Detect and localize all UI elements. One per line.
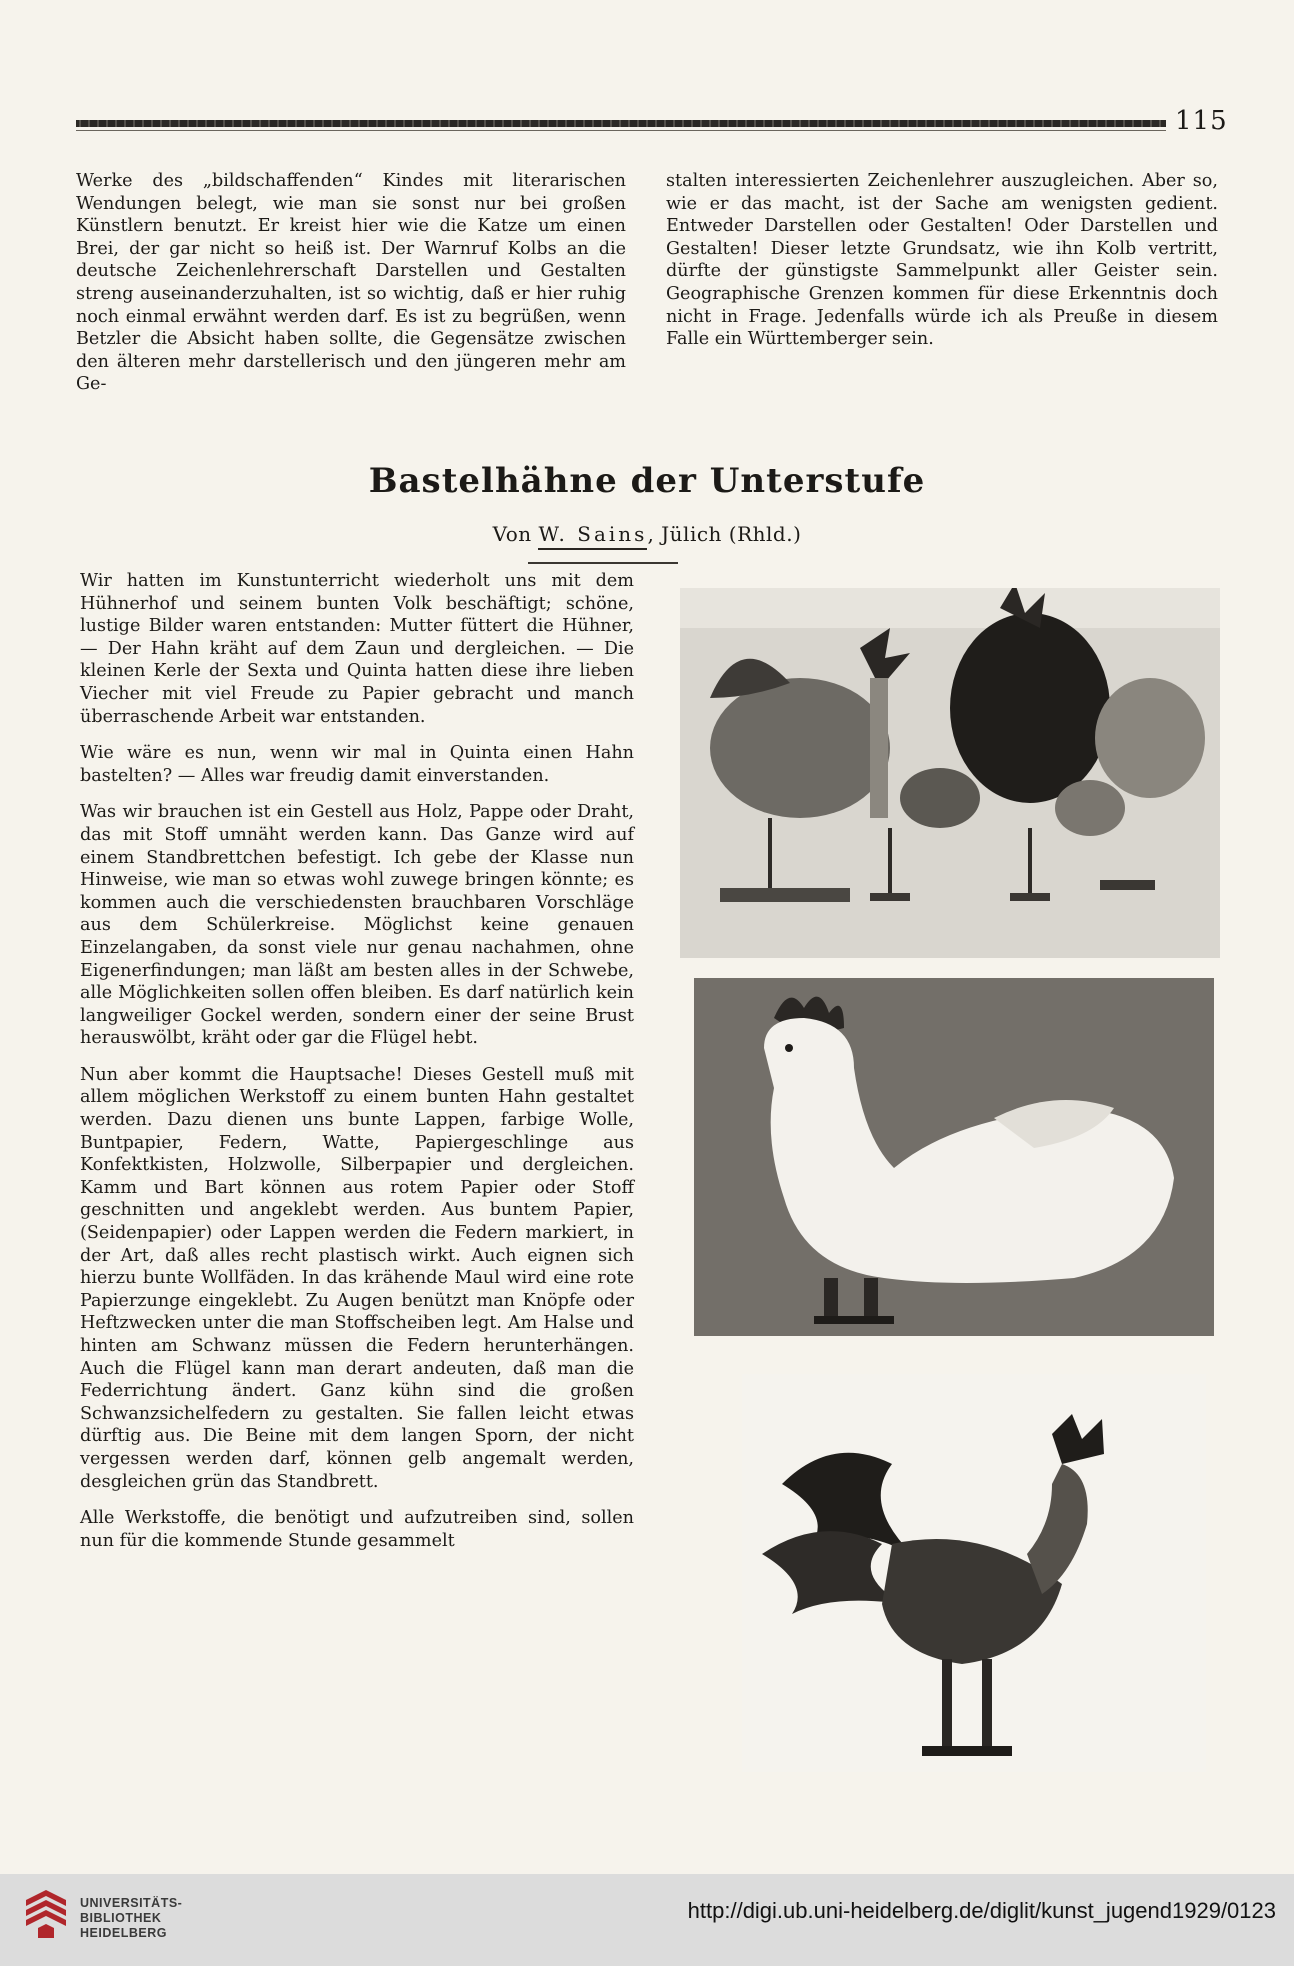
- library-logo-icon: [18, 1886, 74, 1942]
- photo-rooster-group: [680, 588, 1220, 958]
- library-name-line3: HEIDELBERG: [80, 1926, 167, 1940]
- article-paragraph: Nun aber kommt die Hauptsache! Dieses Gestell muß mit allem möglichen Werkstoff zu einem bunten Hahn gestaltet werden. Dazu dienen uns bunte Lappen, farbige Wolle, Buntpapier, Federn, Watte, Papiergeschlinge aus Konfektkisten, Holzwolle, Silberpapier und dergleichen. Kamm und Bart können aus rotem Papier oder Stoff geschnitten und angeklebt werden. Aus buntem Papier, (Seidenpapier) oder Lappen werden die Federn markiert, in der Art, daß alles recht plastisch wirkt. Auch eignen sich hierzu bunte Wollfäden. In das krähende Maul wird eine rote Papierzunge eingeklebt. Zu Augen benützt man Knöpfe oder Heftzwecken unter die man Stoffscheiben legt. Am Halse und hinten am Schwanz müssen die Federn herunterhängen. Auch die Flügel kann man derart andeuten, daß man die Federrichtung ändert. Ganz kühn sind die großen Schwanzsichelfedern zu gestalten. Sie fallen leicht etwas dürftig aus. Die Beine mit dem langen Sporn, der nicht vergessen werden darf, können gelb angemalt werden, desgleichen grün das Standbrett.: [80, 1064, 634, 1492]
- library-name-line2: BIBLIOTHEK: [80, 1911, 162, 1925]
- column-top-left: [76, 170, 626, 396]
- article-paragraph: Was wir brauchen ist ein Gestell aus Holz, Pappe oder Draht, das mit Stoff umnäht werden kann. Das Ganze wird auf einem Standbrettchen befestigt. Ich gebe der Klasse nun Hinweise, wie man so etwas wohl zuwege bringen könnte; es kommen auch die verschiedensten brauchbaren Vorschläge aus dem Schülerkreise. Möglichst keine genauen Einzelangaben, da sonst viele nur genau nachahmen, ohne Eigenerfindungen; man läßt am besten alles in der Schwebe, alle Möglichkeiten sollen offen bleiben. Es darf natürlich kein langweiliger Gockel werden, sondern einer der seine Brust herauswölbt, kräht oder gar die Flügel hebt.: [80, 802, 634, 1049]
- byline-suffix: , Jülich (Rhld.): [647, 522, 802, 546]
- article-paragraph: Wie wäre es nun, wenn wir mal in Quinta einen Hahn bastelten? — Alles war freudig damit einverstanden.: [80, 743, 634, 786]
- byline-separator: [528, 562, 678, 564]
- source-url-link[interactable]: http://digi.ub.uni-heidelberg.de/diglit/kunst_jugend1929/0123: [687, 1898, 1276, 1923]
- column-top-right: [666, 170, 1218, 351]
- byline: [0, 522, 1294, 546]
- header-rule: [76, 120, 1166, 127]
- library-name-line1: UNIVERSITÄTS-: [80, 1896, 183, 1910]
- byline-prefix: Von: [492, 522, 532, 546]
- library-name: [80, 1896, 182, 1941]
- byline-author: W. Sains: [538, 522, 647, 550]
- column-top-right-text: stalten interessierten Zeichenlehrer auszugleichen. Aber so, wie er das macht, ist der Sache am wenigsten gedient. Entweder Darstellen oder Gestalten! Oder Darstellen und Gestalten! Dieser letzte Grundsatz, wie ihn Kolb vertritt, dürfte der günstigste Sammelpunkt aller Geister sein. Geographische Grenzen kommen für diese Erkenntnis doch nicht in Frage. Jedenfalls würde ich als Preuße in diesem Falle ein Württemberger sein.: [666, 171, 1218, 350]
- photo-dark-tail-rooster: [742, 1374, 1206, 1772]
- page-number: 115: [1175, 106, 1228, 136]
- article-paragraph: Alle Werkstoffe, die benötigt und aufzutreiben sind, sollen nun für die kommende Stunde gesammelt: [80, 1508, 634, 1551]
- column-top-left-text: Werke des „bildschaffenden“ Kindes mit literarischen Wendungen belegt, wie man sie sonst nur bei großen Künstlern benutzt. Er kreist hier wie die Katze um einen Brei, der gar nicht so heiß ist. Der Warnruf Kolbs an die deutsche Zeichenlehrerschaft Darstellen und Gestalten streng auseinanderzuhalten, ist so wichtig, daß er hier ruhig noch einmal erwähnt werden darf. Es ist zu begrüßen, wenn Betzler die Absicht haben sollte, die Gegensätze zwischen den älteren mehr darstellerisch und den jüngeren mehr am Ge-: [76, 171, 626, 395]
- article-title: Bastelhähne der Unterstufe: [368, 461, 926, 501]
- article-body: [80, 570, 634, 1552]
- article-paragraph: Wir hatten im Kunstunterricht wiederholt uns mit dem Hühnerhof und seinem bunten Volk beschäftigt; schöne, lustige Bilder waren entstanden: Mutter füttert die Hühner, — Der Hahn kräht auf dem Zaun und dergleichen. — Die kleinen Kerle der Sexta und Quinta hatten diese ihre lieben Viecher mit viel Freude zu Papier gebracht und manch überraschende Arbeit war entstanden.: [80, 571, 634, 727]
- photo-white-rooster: [694, 978, 1214, 1336]
- header-rule-thin: [76, 130, 1166, 131]
